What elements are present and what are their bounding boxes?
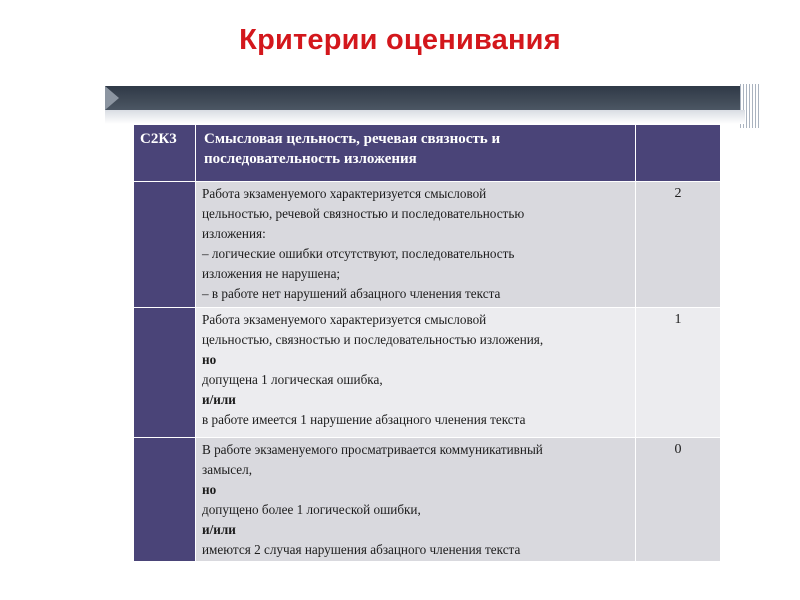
row-side-cell xyxy=(134,438,196,562)
criterion-description xyxy=(196,308,636,438)
description-line: в работе имеется 1 нарушение абзацного членения текста xyxy=(202,412,526,427)
heading-line: Смысловая цельность, речевая связность и xyxy=(204,131,501,147)
description-line: цельностью, связностью и последовательностью изложения, xyxy=(202,332,544,347)
criteria-table xyxy=(133,124,721,562)
score-value: 1 xyxy=(636,308,721,438)
banner-shadow xyxy=(105,110,745,124)
description-line: допущено более 1 логической ошибки, xyxy=(202,502,421,517)
decorative-banner xyxy=(105,86,759,110)
table-row xyxy=(134,438,721,562)
description-line: изложения: xyxy=(202,226,266,241)
description-line: но xyxy=(202,352,217,367)
table-header-row xyxy=(134,125,721,182)
header-empty-cell xyxy=(636,125,721,182)
table-row xyxy=(134,182,721,308)
description-line: и/или xyxy=(202,522,236,537)
criterion-description xyxy=(196,438,636,562)
description-line: имеются 2 случая нарушения абзацного членения текста xyxy=(202,542,521,557)
row-side-cell xyxy=(134,182,196,308)
score-value: 2 xyxy=(636,182,721,308)
row-side-cell xyxy=(134,308,196,438)
description-line: замысел, xyxy=(202,462,253,477)
criterion-heading xyxy=(196,125,636,182)
description-line: изложения не нарушена; xyxy=(202,266,341,281)
heading-line: последовательность изложения xyxy=(204,151,417,167)
description-line: цельностью, речевой связностью и последовательностью xyxy=(202,206,525,221)
slide-title: Критерии оценивания xyxy=(239,24,561,56)
description-line: Работа экзаменуемого характеризуется смысловой xyxy=(202,312,487,327)
description-line: – в работе нет нарушений абзацного членения текста xyxy=(202,286,501,301)
criterion-code: С2К3 xyxy=(134,125,196,182)
description-line: но xyxy=(202,482,217,497)
score-value: 0 xyxy=(636,438,721,562)
criterion-description xyxy=(196,182,636,308)
banner-arrow-icon xyxy=(105,86,119,110)
description-line: Работа экзаменуемого характеризуется смысловой xyxy=(202,186,487,201)
description-line: допущена 1 логическая ошибка, xyxy=(202,372,383,387)
description-line: – логические ошибки отсутствуют, последовательность xyxy=(202,246,515,261)
table-row xyxy=(134,308,721,438)
description-line: и/или xyxy=(202,392,236,407)
description-line: В работе экзаменуемого просматривается коммуникативный xyxy=(202,442,543,457)
